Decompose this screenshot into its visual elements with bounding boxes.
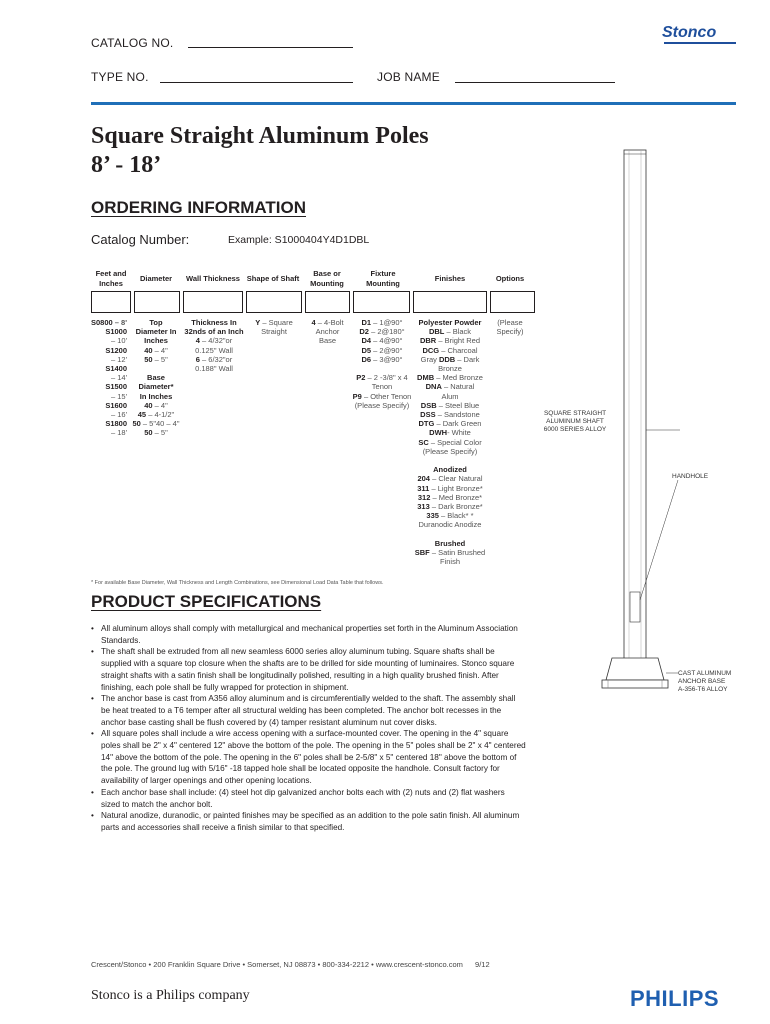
code-s1200: S1200 bbox=[105, 345, 127, 355]
title-line-2: 8’ - 18’ bbox=[91, 152, 162, 178]
finish-dbl: DBL – Black bbox=[428, 327, 472, 337]
catalog-no-field[interactable] bbox=[188, 47, 353, 48]
finish-dtg: DTG – Dark Green bbox=[418, 419, 482, 429]
code-s1800: S1800 bbox=[105, 419, 127, 429]
options-l2: Specify) bbox=[496, 327, 524, 337]
shape-y: Y – Square bbox=[255, 318, 293, 327]
top-40: 40 – 4" bbox=[144, 345, 168, 355]
col-header-feet: Feet and Inches bbox=[95, 269, 127, 288]
ordering-heading: ORDERING INFORMATION bbox=[91, 198, 307, 217]
code-s1600: S1600 bbox=[105, 400, 127, 410]
col-shape-values bbox=[246, 318, 302, 336]
entry-box-wall[interactable] bbox=[183, 291, 243, 313]
base-diameter-h3: In Inches bbox=[139, 391, 173, 401]
footnote: * For available Base Diameter, Wall Thickness and Length Combinations, see Dimensional Load Data Table that follows. bbox=[91, 580, 384, 586]
finish-dna-desc: Alum bbox=[441, 391, 459, 401]
fix-p2-desc: Tenon bbox=[371, 382, 393, 392]
finish-313: 313 – Dark Bronze* bbox=[417, 502, 483, 512]
finish-dsb: DSB – Steel Blue bbox=[420, 400, 480, 410]
entry-box-diameter[interactable] bbox=[134, 291, 180, 313]
col-header-shape: Shape of Shaft bbox=[246, 274, 300, 283]
handhole bbox=[630, 592, 640, 622]
footer-date: 9/12 bbox=[475, 960, 490, 969]
base-50a: 50 – 5"40 – 4" bbox=[132, 419, 180, 429]
len-18: – 18' bbox=[110, 428, 127, 438]
stonco-logo-text: Stonco bbox=[662, 24, 717, 41]
finish-dcg: DCG – Charcoal bbox=[422, 345, 478, 355]
spec-item: • The shaft shall be extruded from all new seamless 6000 series alloy aluminum tubing. Square shafts shall be supplied with a square top closure when the shafts are to be drilled for side mounting of luminaires. Stonco square straight shafts with a satin finish shall be longitudinally polished, resulting in a high quality brushed finish. After finishing, each pole shall be fully wrapped for protection in shipment. bbox=[91, 646, 526, 693]
spec-item: • Natural anodize, duranodic, or painted finishes may be specified as an addition to the pole satin finish. All aluminum parts and accessories shall receive a finish similar to that specified. bbox=[91, 810, 526, 833]
fix-d1: D1 – 1@90° bbox=[361, 318, 403, 327]
specs-heading: PRODUCT SPECIFICATIONS bbox=[91, 592, 322, 611]
wall-6: 6 – 6/32"or bbox=[195, 354, 233, 364]
finish-204: 204 – Clear Natural bbox=[417, 474, 483, 484]
base-4: 4 – 4-Bolt bbox=[311, 318, 344, 327]
base-50b: 50 – 5" bbox=[144, 428, 168, 438]
callout-base-3: A-356-T6 ALLOY bbox=[678, 686, 728, 693]
callout-base bbox=[678, 670, 731, 694]
top-diameter-h2: Diameter In bbox=[135, 327, 177, 337]
col-finishes-values bbox=[412, 318, 488, 566]
fix-p2: P2 – 2 -3/8" x 4 bbox=[356, 373, 408, 383]
catalog-no-label: CATALOG NO. bbox=[91, 36, 174, 50]
len-12: – 12' bbox=[110, 354, 127, 364]
fix-p9-desc: (Please Specify) bbox=[354, 400, 410, 410]
finish-powder-h: Polyester Powder bbox=[418, 318, 482, 327]
entry-box-base[interactable] bbox=[305, 291, 350, 313]
callout-base-2: ANCHOR BASE bbox=[678, 678, 726, 685]
top-diameter-h3: Inches bbox=[144, 336, 168, 346]
col-options-values bbox=[490, 318, 530, 336]
finish-sbf: SBF – Satin Brushed bbox=[414, 548, 486, 558]
len-16: – 16' bbox=[110, 410, 127, 420]
wall-4: 4 – 4/32"or bbox=[195, 336, 233, 346]
fix-d2: D2 – 2@180° bbox=[359, 327, 405, 337]
fix-d6: D6 – 3@90° bbox=[361, 354, 403, 364]
finish-duranodic: Duranodic Anodize bbox=[418, 520, 482, 530]
anchor-base-plate bbox=[602, 680, 668, 688]
base-diameter-h2: Diameter* bbox=[138, 382, 174, 392]
finish-sbf-desc: Finish bbox=[439, 557, 460, 567]
spec-item: • The anchor base is cast from A356 alloy aluminum and is circumferentially welded to the shaft. The assembly shall be heat treated to a T6 temper after all structural welding has been completed. The anchor bolt recesses in the anchor base casting shall be flush covered by (4) tamper resistant aluminum nut cover disks. bbox=[91, 693, 526, 728]
col-header-base: Base or Mounting bbox=[310, 269, 344, 288]
col-header-diameter: Diameter bbox=[139, 274, 173, 283]
entry-box-options[interactable] bbox=[490, 291, 535, 313]
finish-ddb: Gray DDB – Dark bbox=[420, 354, 480, 364]
entry-box-fixture[interactable] bbox=[353, 291, 410, 313]
wall-6-desc: 0.188" Wall bbox=[195, 364, 233, 374]
finish-dna: DNA – Natural bbox=[425, 382, 475, 392]
col-header-wall: Wall Thickness bbox=[186, 274, 240, 283]
base-45: 45 – 4-1/2" bbox=[137, 410, 175, 420]
fix-d4: D4 – 4@90° bbox=[361, 336, 403, 346]
col-base-values bbox=[305, 318, 350, 346]
callout-handhole: HANDHOLE bbox=[672, 473, 709, 480]
stonco-logo bbox=[662, 24, 736, 48]
col-header-finishes: Finishes bbox=[434, 274, 466, 283]
base-40: 40 – 4" bbox=[144, 400, 168, 410]
tagline: Stonco is a Philips company bbox=[91, 988, 250, 1003]
len-15: – 15' bbox=[110, 391, 127, 401]
finish-dwh: DWH- White bbox=[429, 428, 471, 438]
type-no-label: TYPE NO. bbox=[91, 70, 149, 84]
finish-ddb-desc: Bronze bbox=[438, 364, 462, 374]
finish-anodized-h: Anodized bbox=[433, 465, 467, 475]
wall-h1: Thickness In bbox=[191, 318, 237, 327]
code-s1000: S1000 bbox=[105, 327, 127, 337]
specs-list bbox=[91, 623, 526, 834]
base-diameter-h1: Base bbox=[147, 373, 165, 383]
finish-brushed-h: Brushed bbox=[434, 538, 466, 548]
code-s1500: S1500 bbox=[105, 382, 127, 392]
finish-sc: SC – Special Color bbox=[418, 437, 482, 447]
entry-box-shape[interactable] bbox=[246, 291, 302, 313]
logo-underline bbox=[664, 42, 736, 44]
callout-shaft bbox=[543, 410, 607, 434]
footer-address-line bbox=[91, 960, 521, 969]
top-diameter-h1: Top bbox=[149, 318, 163, 327]
col-fixture-values bbox=[350, 318, 414, 410]
title-line-1: Square Straight Aluminum Poles bbox=[91, 123, 429, 149]
catalog-number-label: Catalog Number: bbox=[91, 232, 190, 247]
finish-dbr: DBR – Bright Red bbox=[419, 336, 481, 346]
shape-y-desc: Straight bbox=[261, 327, 287, 337]
wall-h2: 32nds of an Inch bbox=[184, 327, 244, 337]
callout-base-1: CAST ALUMINUM bbox=[678, 670, 732, 677]
wall-4-desc: 0.125" Wall bbox=[195, 345, 233, 355]
spec-item: • All aluminum alloys shall comply with metallurgical and mechanical properties set forth in the Aluminum Association Standards. bbox=[91, 623, 526, 646]
catalog-example: Example: S1000404Y4D1DBL bbox=[228, 234, 370, 246]
col-feet-values bbox=[91, 318, 127, 438]
header-rule bbox=[91, 102, 736, 105]
spec-item: • Each anchor base shall include: (4) steel hot dip galvanized anchor bolts each with (2) nuts and (2) flat washers sized to match the anchor bolt. bbox=[91, 787, 526, 810]
base-4-desc3: Base bbox=[318, 336, 337, 346]
col-header-fixture: Fixture Mounting bbox=[366, 269, 400, 288]
finish-dss: DSS – Sandstone bbox=[420, 410, 480, 420]
top-50: 50 – 5" bbox=[144, 354, 168, 364]
options-l1: (Please bbox=[497, 318, 523, 327]
len-10: – 10' bbox=[110, 336, 127, 346]
code-s1400: S1400 bbox=[105, 364, 127, 374]
finish-311: 311 – Light Bronze* bbox=[417, 483, 483, 493]
finish-312: 312 – Med Bronze* bbox=[417, 492, 483, 502]
entry-box-finishes[interactable] bbox=[413, 291, 487, 313]
fix-p9: P9 – Other Tenon bbox=[352, 391, 412, 401]
base-4-desc2: Anchor bbox=[315, 327, 340, 337]
page-title bbox=[91, 122, 429, 180]
len-14: – 14' bbox=[110, 373, 127, 383]
finish-335: 335 – Black* * bbox=[426, 511, 474, 521]
philips-logo: PHILIPS bbox=[630, 986, 720, 1011]
job-name-field[interactable] bbox=[455, 82, 615, 83]
anchor-base-top bbox=[606, 658, 664, 680]
code-s0800: S0800 – 8' bbox=[91, 318, 127, 327]
col-wall-values bbox=[181, 318, 247, 373]
job-name-label: JOB NAME bbox=[377, 70, 440, 84]
spec-item: • All square poles shall include a wire access opening with a surface-mounted cover. The opening in the 4" square poles shall be 2" x 4" centered 12" above the bottom of the pole. The opening in the 5" poles shall be 2" x 4" centered 14" above the bottom of the pole. The opening in the 6" poles shall be 2-5/8" x 5" centered 18" above the bottom of the pole. The ground lug with 5/16" -18 tapped hole shall be located opposite the handhole. Consult factory for availability of larger openings and other opening locations. bbox=[91, 728, 526, 787]
footer-address: Crescent/Stonco • 200 Franklin Square Drive • Somerset, NJ 08873 • 800-334-2212 • www.crescent-stonco.com bbox=[91, 960, 463, 969]
col-diameter-values bbox=[131, 318, 181, 438]
type-no-field[interactable] bbox=[160, 82, 353, 83]
col-header-options: Options bbox=[495, 274, 525, 283]
callout-shaft-1: SQUARE STRAIGHT bbox=[543, 410, 607, 417]
finish-sc-desc: (Please Specify) bbox=[422, 446, 478, 456]
callout-shaft-3: 6000 SERIES ALLOY bbox=[543, 426, 607, 433]
entry-box-feet[interactable] bbox=[91, 291, 131, 313]
fix-d5: D5 – 2@90° bbox=[361, 345, 403, 355]
finish-dmb: DMB – Med Bronze bbox=[417, 373, 483, 383]
callout-shaft-2: ALUMINUM SHAFT bbox=[546, 418, 604, 425]
